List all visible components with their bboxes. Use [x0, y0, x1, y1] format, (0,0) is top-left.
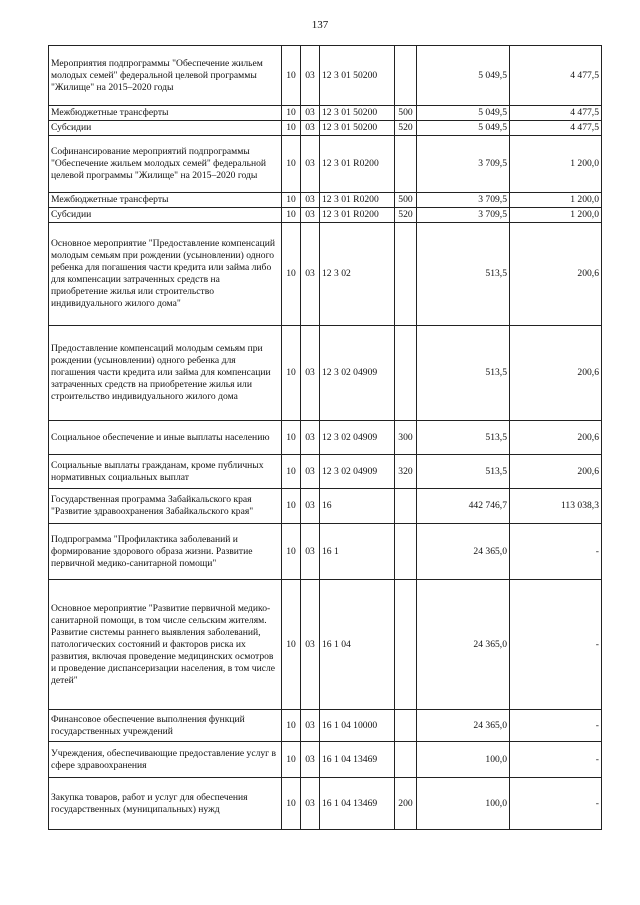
row-target-article: 16 1 04 10000: [320, 710, 395, 742]
row-amount-executed: 4 477,5: [510, 46, 602, 106]
row-expense-type: [395, 742, 417, 778]
table-row: [49, 46, 602, 106]
row-section: 10: [282, 193, 301, 208]
row-target-article: 16: [320, 489, 395, 524]
row-amount-executed: 1 200,0: [510, 136, 602, 193]
row-amount-executed: 1 200,0: [510, 208, 602, 223]
row-target-article: 12 3 02 04909: [320, 326, 395, 421]
row-target-article: 12 3 02 04909: [320, 455, 395, 489]
page-number: 137: [311, 19, 329, 31]
row-subsection: 03: [301, 778, 320, 830]
row-section: 10: [282, 106, 301, 121]
row-amount-planned: 5 049,5: [417, 46, 510, 106]
row-target-article: 12 3 01 R0200: [320, 193, 395, 208]
row-subsection: 03: [301, 46, 320, 106]
row-amount-executed: 1 200,0: [510, 193, 602, 208]
row-name: Подпрограмма "Профилактика заболеваний и формирование здорового образа жизни. Развитие первичной медико-санитарной помощи": [49, 524, 282, 580]
row-name: Межбюджетные трансферты: [49, 106, 282, 121]
row-expense-type: [395, 710, 417, 742]
row-subsection: 03: [301, 121, 320, 136]
row-expense-type: 200: [395, 778, 417, 830]
row-section: 10: [282, 121, 301, 136]
table-row: [49, 326, 602, 421]
row-amount-planned: 100,0: [417, 778, 510, 830]
row-amount-executed: 4 477,5: [510, 106, 602, 121]
row-section: 10: [282, 208, 301, 223]
row-expense-type: [395, 489, 417, 524]
row-expense-type: 320: [395, 455, 417, 489]
row-amount-executed: 200,6: [510, 326, 602, 421]
row-name: Предоставление компенсаций молодым семьям при рождении (усыновлении) одного ребенка для погашения части кредита или займа для компенсации затраченных средств на приобретение жилья или строительство индивидуального жилого дома: [49, 326, 282, 421]
table-row: [49, 455, 602, 489]
row-amount-planned: 513,5: [417, 326, 510, 421]
row-subsection: 03: [301, 742, 320, 778]
row-target-article: 12 3 02 04909: [320, 421, 395, 455]
row-subsection: 03: [301, 136, 320, 193]
row-amount-executed: -: [510, 710, 602, 742]
table-row: [49, 193, 602, 208]
row-section: 10: [282, 710, 301, 742]
row-section: 10: [282, 136, 301, 193]
row-subsection: 03: [301, 208, 320, 223]
row-amount-planned: 3 709,5: [417, 136, 510, 193]
row-name: Финансовое обеспечение выполнения функций государственных учреждений: [49, 710, 282, 742]
row-amount-planned: 3 709,5: [417, 208, 510, 223]
table-row: [49, 742, 602, 778]
row-amount-planned: 5 049,5: [417, 106, 510, 121]
row-name: Субсидии: [49, 208, 282, 223]
row-target-article: 12 3 01 R0200: [320, 136, 395, 193]
row-name: Социальные выплаты гражданам, кроме публичных нормативных социальных выплат: [49, 455, 282, 489]
row-name: Софинансирование мероприятий подпрограммы "Обеспечение жильем молодых семей" федеральной целевой программы "Жилище" на 2015–2020 годы: [49, 136, 282, 193]
row-target-article: 12 3 02: [320, 223, 395, 326]
row-subsection: 03: [301, 106, 320, 121]
table-row: [49, 489, 602, 524]
row-amount-planned: 442 746,7: [417, 489, 510, 524]
row-section: 10: [282, 46, 301, 106]
row-section: 10: [282, 489, 301, 524]
row-name: Социальное обеспечение и иные выплаты населению: [49, 421, 282, 455]
table-row: [49, 710, 602, 742]
row-name: Закупка товаров, работ и услуг для обеспечения государственных (муниципальных) нужд: [49, 778, 282, 830]
row-expense-type: 500: [395, 106, 417, 121]
row-amount-executed: -: [510, 742, 602, 778]
row-subsection: 03: [301, 326, 320, 421]
row-subsection: 03: [301, 455, 320, 489]
row-amount-planned: 3 709,5: [417, 193, 510, 208]
row-name: Основное мероприятие "Развитие первичной медико-санитарной помощи, в том числе сельским жителям. Развитие системы раннего выявления заболеваний, патологических состояний и факторов риска их развития, включая проведение медицинских осмотров и проведение диспансеризации населения, в том числе детей": [49, 580, 282, 710]
row-name: Учреждения, обеспечивающие предоставление услуг в сфере здравоохранения: [49, 742, 282, 778]
row-expense-type: 500: [395, 193, 417, 208]
row-expense-type: 300: [395, 421, 417, 455]
row-name: Мероприятия подпрограммы "Обеспечение жильем молодых семей" федеральной целевой программы "Жилище" на 2015–2020 годы: [49, 46, 282, 106]
row-amount-planned: 513,5: [417, 455, 510, 489]
row-section: 10: [282, 524, 301, 580]
row-subsection: 03: [301, 580, 320, 710]
row-subsection: 03: [301, 524, 320, 580]
row-target-article: 12 3 01 50200: [320, 121, 395, 136]
row-target-article: 12 3 01 R0200: [320, 208, 395, 223]
table-row: [49, 223, 602, 326]
row-target-article: 16 1 04 13469: [320, 778, 395, 830]
row-section: 10: [282, 778, 301, 830]
row-section: 10: [282, 742, 301, 778]
row-name: Основное мероприятие "Предоставление компенсаций молодым семьям при рождении (усыновлении) одного ребенка для погашения части кредита или займа либо для компенсации затраченных средств на приобретение жилья или строительство индивидуального жилого дома": [49, 223, 282, 326]
row-amount-executed: -: [510, 778, 602, 830]
row-expense-type: [395, 580, 417, 710]
row-expense-type: [395, 223, 417, 326]
row-expense-type: [395, 524, 417, 580]
table-row: [49, 136, 602, 193]
table-row: [49, 778, 602, 830]
row-amount-planned: 100,0: [417, 742, 510, 778]
row-target-article: 16 1 04: [320, 580, 395, 710]
row-name: Государственная программа Забайкальского края "Развитие здравоохранения Забайкальского края": [49, 489, 282, 524]
budget-table: [48, 45, 602, 830]
row-amount-planned: 513,5: [417, 421, 510, 455]
row-target-article: 16 1: [320, 524, 395, 580]
table-row: [49, 121, 602, 136]
row-subsection: 03: [301, 223, 320, 326]
row-amount-executed: 200,6: [510, 421, 602, 455]
row-target-article: 12 3 01 50200: [320, 106, 395, 121]
row-name: Межбюджетные трансферты: [49, 193, 282, 208]
row-name: Субсидии: [49, 121, 282, 136]
row-section: 10: [282, 421, 301, 455]
row-section: 10: [282, 326, 301, 421]
row-amount-executed: 113 038,3: [510, 489, 602, 524]
row-amount-planned: 24 365,0: [417, 524, 510, 580]
row-subsection: 03: [301, 421, 320, 455]
row-expense-type: 520: [395, 208, 417, 223]
row-section: 10: [282, 455, 301, 489]
row-amount-executed: -: [510, 580, 602, 710]
table-row: [49, 524, 602, 580]
row-amount-planned: 513,5: [417, 223, 510, 326]
table-row: [49, 208, 602, 223]
row-subsection: 03: [301, 489, 320, 524]
table-row: [49, 421, 602, 455]
row-amount-executed: 200,6: [510, 455, 602, 489]
row-subsection: 03: [301, 193, 320, 208]
table-row: [49, 580, 602, 710]
row-subsection: 03: [301, 710, 320, 742]
row-amount-executed: 200,6: [510, 223, 602, 326]
row-amount-planned: 5 049,5: [417, 121, 510, 136]
row-amount-planned: 24 365,0: [417, 580, 510, 710]
row-amount-executed: 4 477,5: [510, 121, 602, 136]
row-expense-type: [395, 136, 417, 193]
row-amount-executed: -: [510, 524, 602, 580]
row-target-article: 16 1 04 13469: [320, 742, 395, 778]
row-amount-planned: 24 365,0: [417, 710, 510, 742]
row-target-article: 12 3 01 50200: [320, 46, 395, 106]
row-section: 10: [282, 223, 301, 326]
table-row: [49, 106, 602, 121]
row-expense-type: [395, 326, 417, 421]
row-expense-type: 520: [395, 121, 417, 136]
row-expense-type: [395, 46, 417, 106]
row-section: 10: [282, 580, 301, 710]
